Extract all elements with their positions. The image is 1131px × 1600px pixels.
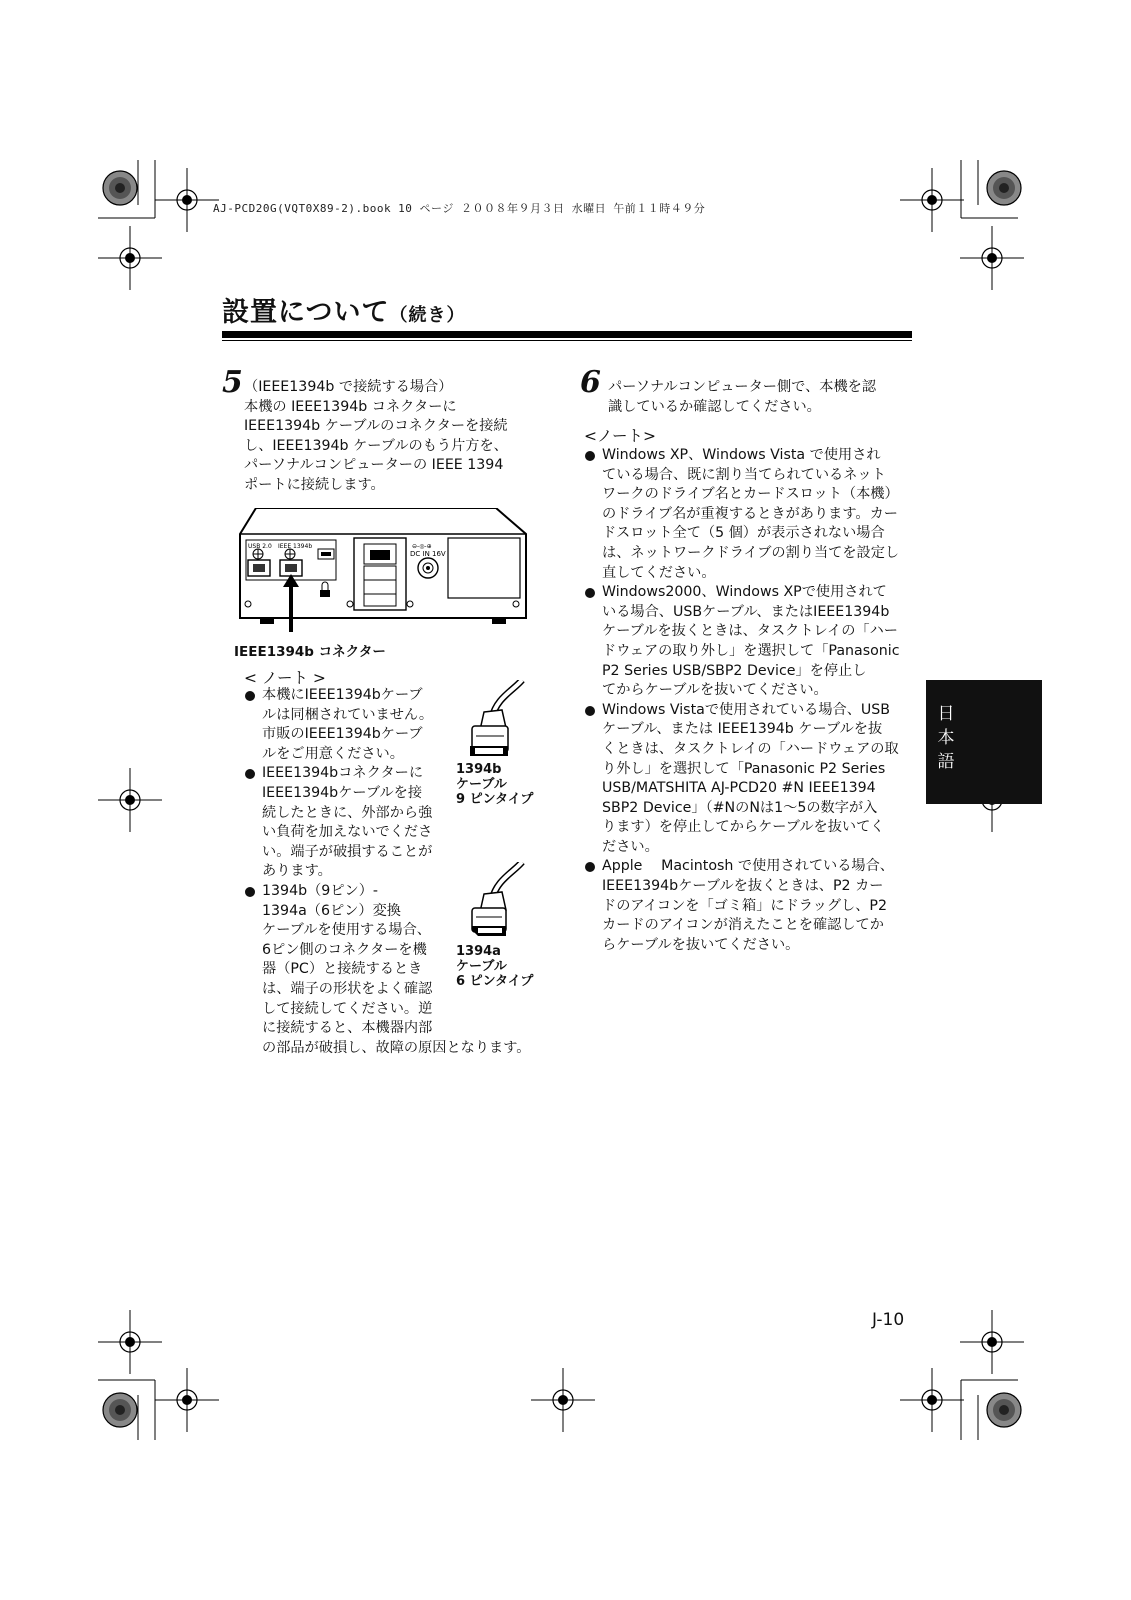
cable-9pin-illustration: [462, 680, 542, 772]
dc-in-label: DC IN 16V: [410, 550, 446, 558]
language-tab-label: 日 本 語: [937, 704, 955, 772]
step-5-line: パーソナルコンピューターの IEEE 1394: [244, 457, 504, 474]
step-5-line: 本機の IEEE1394b コネクターに: [244, 398, 457, 415]
cable-6pin-illustration: [462, 862, 542, 954]
right-note-heading: <ノート>: [584, 427, 657, 445]
ieee-label: IEEE 1394b: [278, 543, 313, 550]
cable-6pin-caption: 1394a ケーブル 6 ピンタイプ: [456, 944, 534, 989]
step-5-number: 5: [222, 365, 243, 400]
step-5-line: し、IEEE1394b ケーブルのもう片方を、: [244, 437, 508, 454]
step-5-text: [244, 378, 544, 496]
list-item: Windows XP、Windows Vista で使用され ている場合、既に割り当てられているネット ワークのドライブ名とカードスロット（本機） のドライブ名が重複するときがあります。カー ドスロット全て（5 個）が表示されない場合 は、ネットワークドライブの割り当てを設定し 直してください。: [584, 446, 914, 583]
list-item: IEEE1394bコネクターに IEEE1394bケーブルを接 続したときに、外部から強 い負荷を加えないでくださ い。端子が破損することが あります。: [244, 764, 554, 882]
page-number: J-10: [872, 1310, 905, 1330]
list-item: 1394b（9ピン）- 1394a（6ピン）変換 ケーブルを使用する場合、 6ピン側のコネクターを機 器（PC）と接続するとき は、端子の形状をよく確認 して接続してください。逆 に接続すると、本機器内部 の部品が破損し、故障の原因となります。: [244, 882, 554, 1058]
title-rule: [222, 331, 912, 338]
right-note-list: [584, 446, 914, 955]
language-tab: [926, 680, 1042, 804]
step-5-line: IEEE1394b ケーブルのコネクターを接続: [244, 418, 508, 435]
step-5-line: （IEEE1394b で接続する場合）: [244, 379, 453, 395]
page-title: [222, 290, 465, 329]
step-6-text: [608, 378, 908, 417]
pointer-arrow-icon: [282, 574, 300, 632]
usb-label: USB 2.0: [248, 543, 272, 550]
list-item: Windows2000、Windows XPで使用されて いる場合、USBケーブル、またはIEEE1394b ケーブルを抜くときは、タスクトレイの「ハー ドウェアの取り外し」を選択して「Panasonic P2 Series USB/SBP2 Device」を停止し てからケーブルを抜いてください。: [584, 583, 914, 701]
title-main: 設置について: [222, 297, 390, 328]
list-item: Windows Vistaで使用されている場合、USB ケーブル、または IEEE1394b ケーブルを抜 くときは、タスクトレイの「ハードウェアの取 り外し」を選択して「Panasonic P2 Series USB/MATSHITA AJ-PCD20 #N IEEE1394 SBP2 Device」（#NのNは1～5の数字が入 ります）を停止してからケーブルを抜いてく ださい。: [584, 701, 914, 858]
step-6-number: 6: [580, 365, 601, 400]
step-5-line: ポートに接続します。: [244, 476, 385, 493]
svg-text:⊖-◎-⊕: ⊖-◎-⊕: [412, 543, 432, 550]
book-header: AJ-PCD20G(VQT0X89-2).book 10 ページ ２００８年９月３日 水曜日 午前１１時４９分: [213, 202, 706, 215]
cable-9pin-caption: 1394b ケーブル 9 ピンタイプ: [456, 762, 534, 807]
connector-caption: IEEE1394b コネクター: [234, 644, 386, 660]
left-note-heading: < ノート >: [244, 669, 326, 687]
title-continued: （続き）: [389, 305, 466, 326]
title-rule-thin: [222, 340, 912, 341]
step-6-line: 識しているか確認してください。: [608, 398, 821, 415]
list-item: Apple Macintosh で使用されている場合、 IEEE1394bケーブルを抜くときは、P2 カー ドのアイコンを「ゴミ箱」にドラッグし、P2 カードのアイコンが消えたことを確認してか らケーブルを抜いてください。: [584, 857, 914, 955]
device-rear-panel-illustration: [234, 508, 534, 658]
list-item: 本機にIEEE1394bケーブ ルは同梱されていません。 市販のIEEE1394bケーブ ルをご用意ください。: [244, 686, 554, 764]
step-6-line: パーソナルコンピューター側で、本機を認: [608, 379, 877, 395]
